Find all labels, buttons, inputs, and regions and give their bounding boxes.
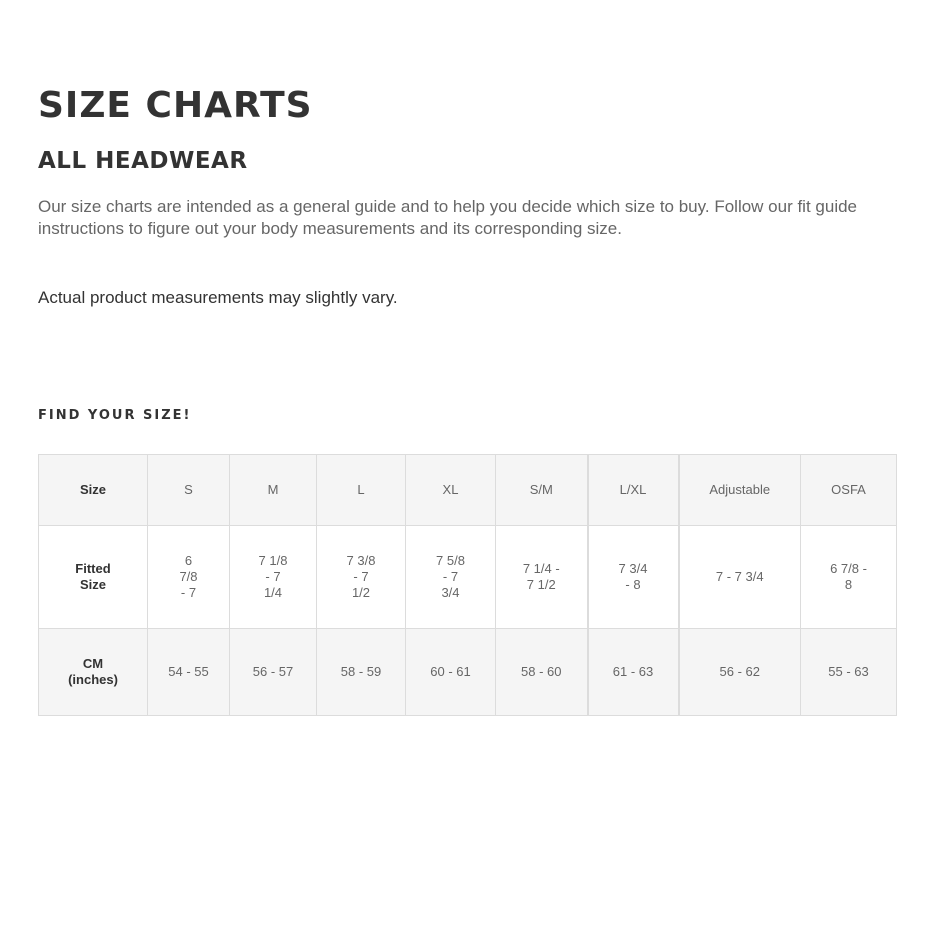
- column-header-s: S: [148, 455, 230, 526]
- table-cell: 6 7/8 - 7: [148, 526, 230, 629]
- table-row-cm-inches: [39, 629, 897, 716]
- measurement-note: Actual product measurements may slightly vary.: [38, 288, 398, 307]
- intro-text: Our size charts are intended as a general guide and to help you decide which size to buy. Follow our fit guide instructions to figure out your body measurements and its corresponding size.: [38, 197, 858, 238]
- size-table: [38, 454, 897, 716]
- table-cell: 56 - 62: [679, 629, 801, 716]
- table-cell: 7 1/4 - 7 1/2: [496, 526, 588, 629]
- table-cell: 7 1/8 - 7 1/4: [230, 526, 317, 629]
- column-header-adjustable: Adjustable: [679, 455, 801, 526]
- column-header-osfa: OSFA: [801, 455, 897, 526]
- column-header-sm: S/M: [496, 455, 588, 526]
- table-row-fitted-size: [39, 526, 897, 629]
- row-label-cm-inches: CM (inches): [39, 629, 148, 716]
- table-cell: 60 - 61: [406, 629, 496, 716]
- table-cell: 55 - 63: [801, 629, 897, 716]
- table-cell: 58 - 59: [317, 629, 406, 716]
- column-header-l: L: [317, 455, 406, 526]
- table-cell: 54 - 55: [148, 629, 230, 716]
- row-label-fitted-size: Fitted Size: [39, 526, 148, 629]
- table-cell: 7 5/8 - 7 3/4: [406, 526, 496, 629]
- find-your-size-label: FIND YOUR SIZE!: [38, 408, 192, 423]
- table-cell: 6 7/8 - 8: [801, 526, 897, 629]
- column-header-m: M: [230, 455, 317, 526]
- section-subtitle: ALL HEADWEAR: [38, 148, 248, 174]
- table-cell: 7 - 7 3/4: [679, 526, 801, 629]
- column-header-xl: XL: [406, 455, 496, 526]
- column-header-size: Size: [39, 455, 148, 526]
- table-cell: 7 3/4 - 8: [588, 526, 679, 629]
- table-cell: 56 - 57: [230, 629, 317, 716]
- table-cell: 7 3/8 - 7 1/2: [317, 526, 406, 629]
- table-header-row: [39, 455, 897, 526]
- table-cell: 61 - 63: [588, 629, 679, 716]
- column-header-lxl: L/XL: [588, 455, 679, 526]
- table-cell: 58 - 60: [496, 629, 588, 716]
- page-title: SIZE CHARTS: [38, 85, 313, 126]
